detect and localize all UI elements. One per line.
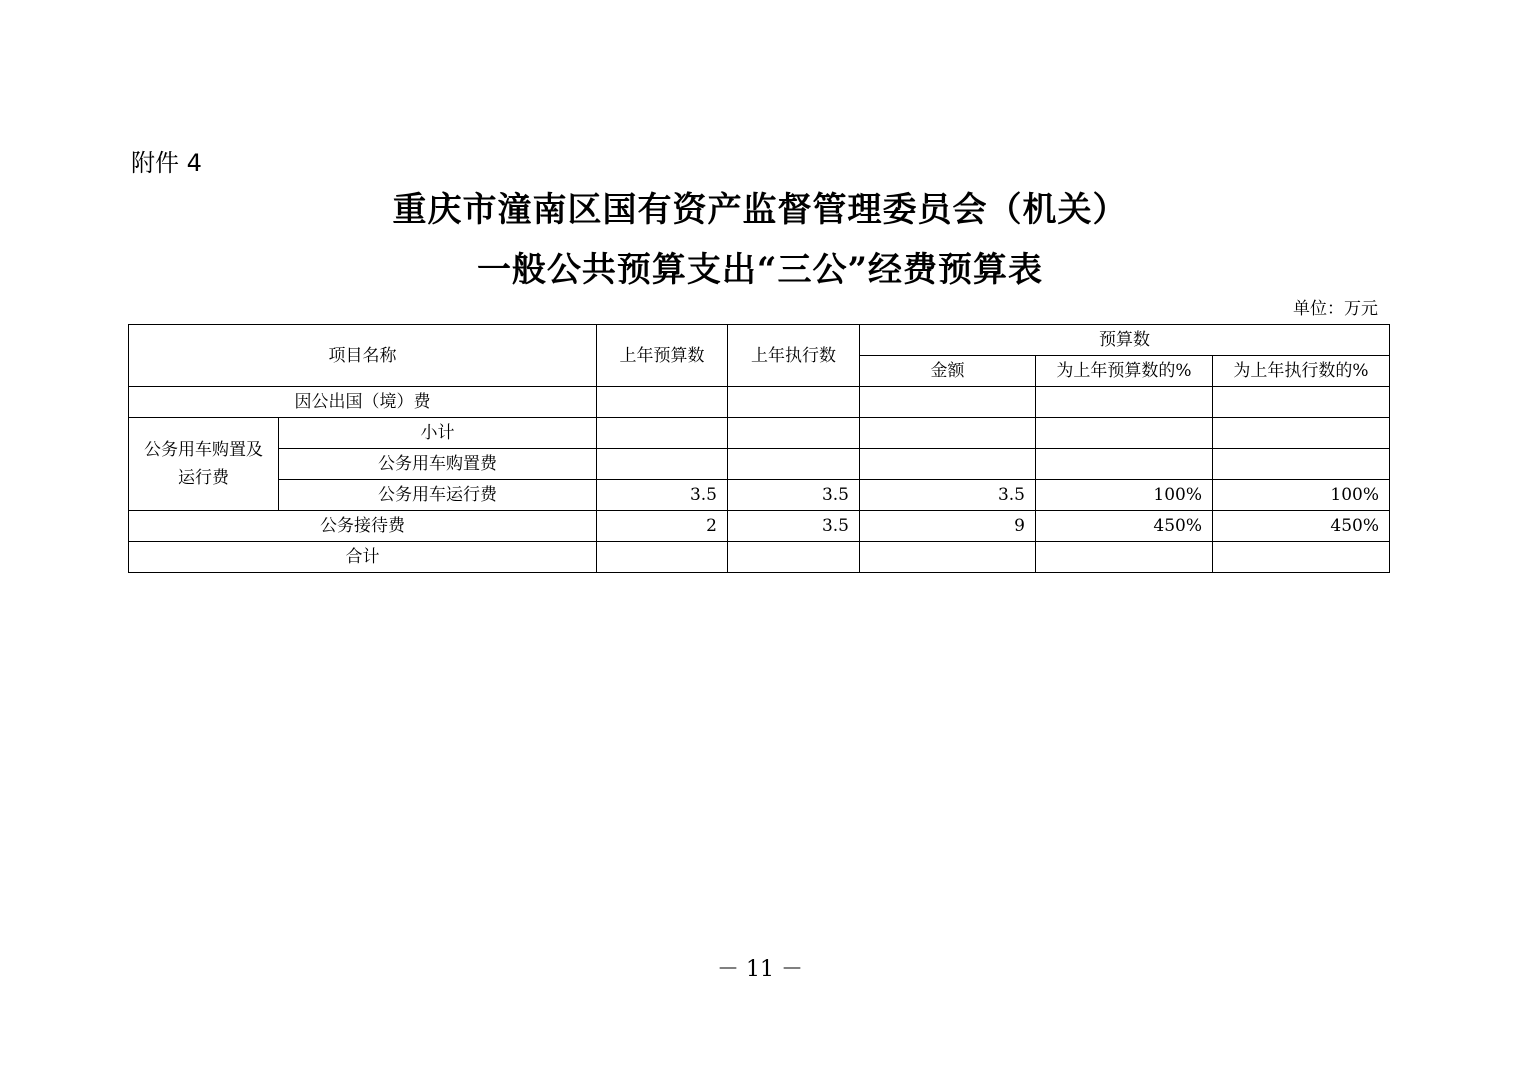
cell-pct-actual <box>1213 418 1390 449</box>
cell-pct-budget <box>1036 449 1213 480</box>
cell-pct-budget <box>1036 418 1213 449</box>
cell-amount <box>860 542 1036 573</box>
document-title-line2: 一般公共预算支出“三公”经费预算表 <box>476 250 1044 290</box>
cell-last-budget <box>597 387 728 418</box>
cell-amount: 3.5 <box>860 480 1036 511</box>
header-pct-last-budget: 为上年预算数的% <box>1036 356 1213 387</box>
attachment-label: 附件 4 <box>131 149 202 177</box>
cell-last-budget: 2 <box>597 511 728 542</box>
cell-amount <box>860 449 1036 480</box>
cell-pct-actual <box>1213 387 1390 418</box>
cell-amount <box>860 387 1036 418</box>
page-number: － 11 － <box>717 957 803 982</box>
cell-last-budget <box>597 418 728 449</box>
row-label: 小计 <box>279 418 597 449</box>
row-reception <box>129 511 1390 542</box>
row-vehicle-operation <box>129 480 1390 511</box>
cell-last-actual: 3.5 <box>728 511 860 542</box>
cell-pct-budget <box>1036 387 1213 418</box>
vehicle-group-label: 公务用车购置及运行费 <box>129 418 279 511</box>
cell-last-budget <box>597 449 728 480</box>
row-total <box>129 542 1390 573</box>
cell-last-actual <box>728 542 860 573</box>
cell-amount <box>860 418 1036 449</box>
cell-last-actual <box>728 387 860 418</box>
cell-pct-budget: 450% <box>1036 511 1213 542</box>
cell-last-budget: 3.5 <box>597 480 728 511</box>
header-item-name: 项目名称 <box>129 325 597 387</box>
cell-last-actual <box>728 418 860 449</box>
row-label: 因公出国（境）费 <box>129 387 597 418</box>
unit-label: 单位：万元 <box>1293 299 1378 319</box>
cell-last-actual: 3.5 <box>728 480 860 511</box>
row-label: 公务用车运行费 <box>279 480 597 511</box>
header-pct-last-actual: 为上年执行数的% <box>1213 356 1390 387</box>
row-label: 公务接待费 <box>129 511 597 542</box>
cell-last-budget <box>597 542 728 573</box>
header-last-year-budget: 上年预算数 <box>597 325 728 387</box>
header-amount: 金额 <box>860 356 1036 387</box>
budget-table <box>128 324 1390 573</box>
row-vehicle-purchase <box>129 449 1390 480</box>
row-label: 公务用车购置费 <box>279 449 597 480</box>
document-title-line1: 重庆市潼南区国有资产监督管理委员会（机关） <box>392 190 1128 230</box>
cell-amount: 9 <box>860 511 1036 542</box>
header-last-year-actual: 上年执行数 <box>728 325 860 387</box>
cell-pct-budget: 100% <box>1036 480 1213 511</box>
row-vehicle-subtotal <box>129 418 1390 449</box>
header-row-1 <box>129 325 1390 356</box>
row-overseas <box>129 387 1390 418</box>
row-label: 合计 <box>129 542 597 573</box>
header-budget: 预算数 <box>860 325 1390 356</box>
cell-last-actual <box>728 449 860 480</box>
cell-pct-actual: 450% <box>1213 511 1390 542</box>
cell-pct-actual <box>1213 542 1390 573</box>
cell-pct-actual <box>1213 449 1390 480</box>
cell-pct-actual: 100% <box>1213 480 1390 511</box>
cell-pct-budget <box>1036 542 1213 573</box>
